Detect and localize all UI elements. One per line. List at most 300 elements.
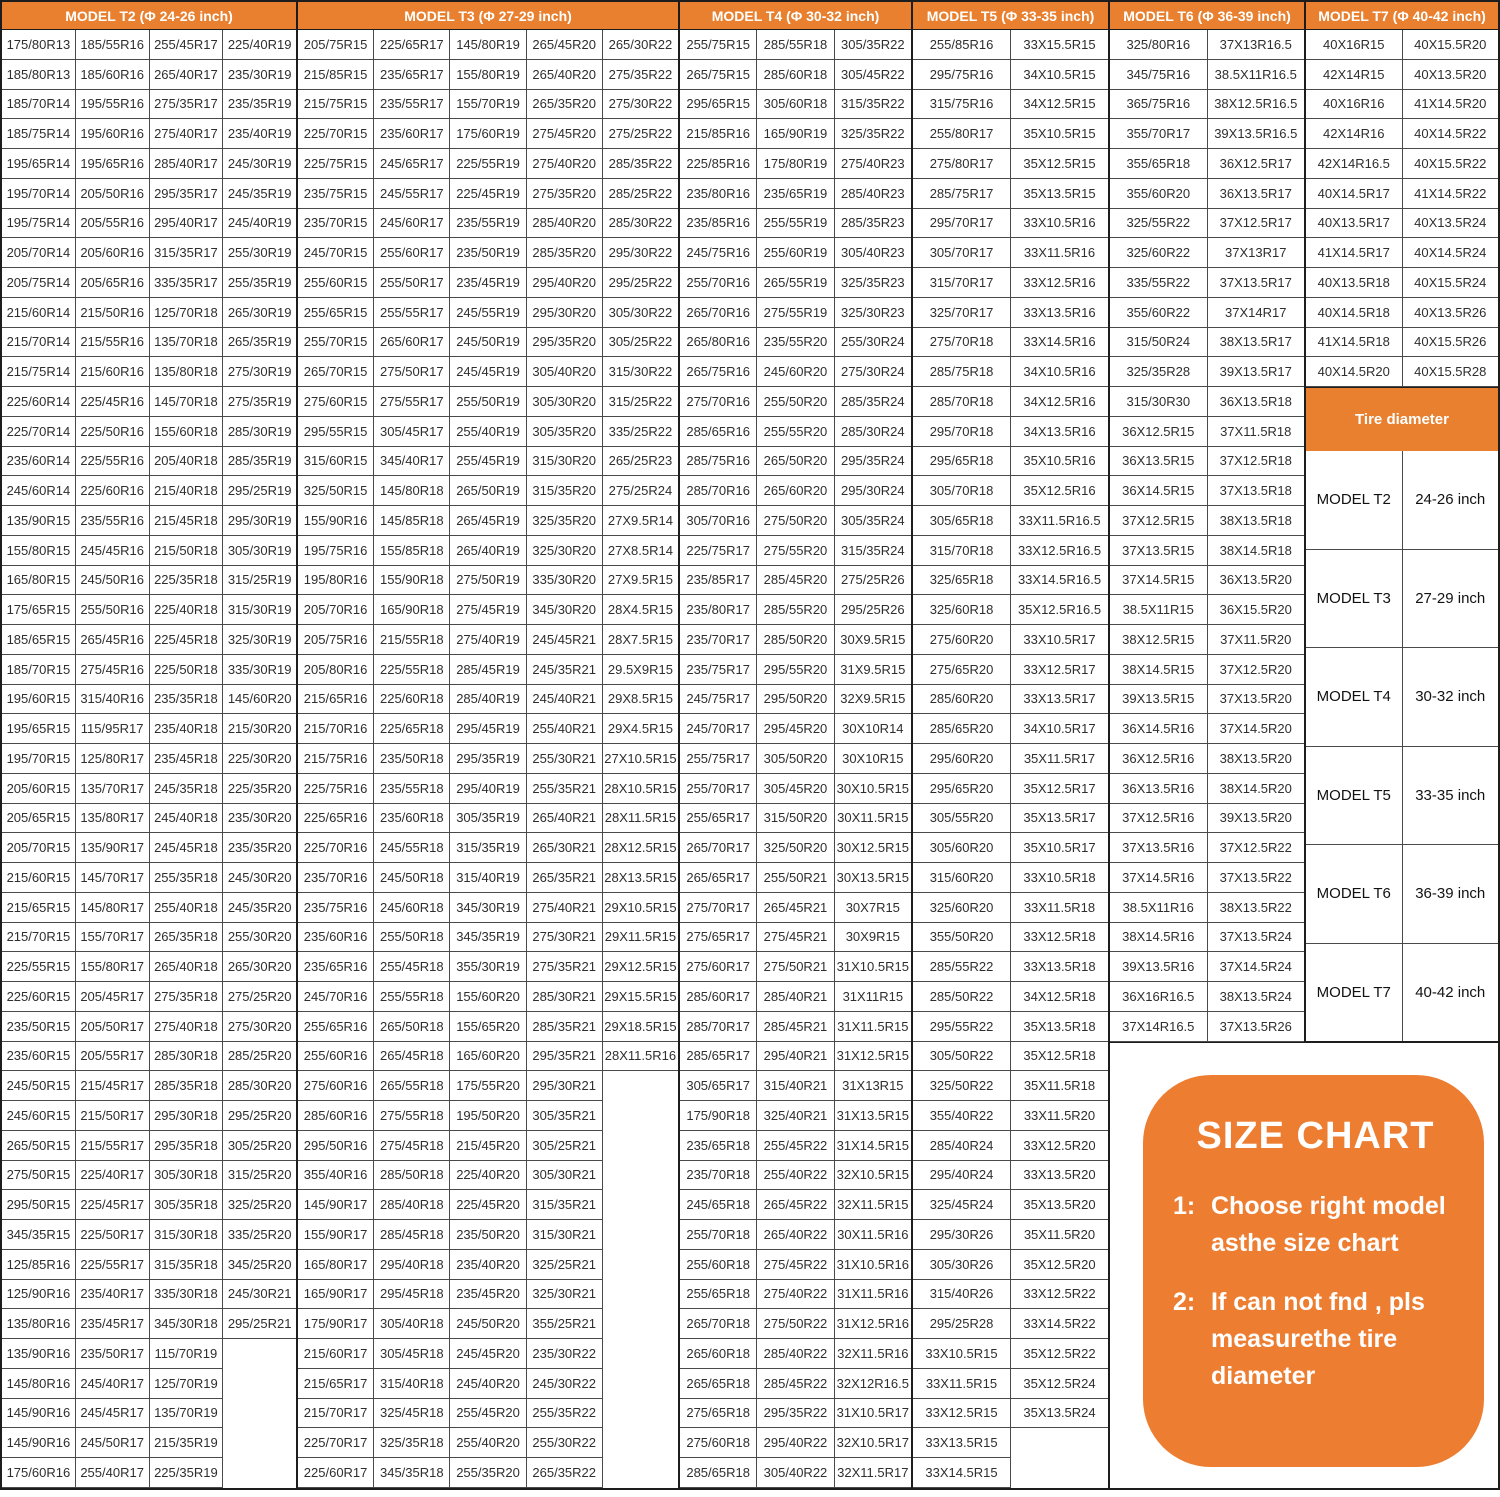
size-cell: 305/30R20: [527, 387, 602, 417]
size-cell: 34X12.5R16: [1011, 387, 1108, 417]
size-cell: 225/65R18: [374, 714, 449, 744]
size-cell: 255/55R18: [374, 982, 449, 1012]
size-cell: 37X12.5R16: [1110, 804, 1207, 834]
size-cell: 29X8.5R15: [603, 685, 678, 715]
size-cell: 35X13.5R17: [1011, 804, 1108, 834]
size-cell: 295/55R20: [757, 655, 833, 685]
size-cell: 40X14.5R17: [1306, 179, 1402, 209]
size-cell: 215/70R14: [2, 328, 75, 358]
size-cell: 37X14.5R20: [1208, 714, 1305, 744]
size-cell: 305/45R18: [374, 1339, 449, 1369]
size-cell: 315/30R19: [223, 595, 296, 625]
size-cell: 235/40R20: [450, 1250, 525, 1280]
size-cell: 325/30R20: [527, 536, 602, 566]
size-cell: 275/55R19: [757, 298, 833, 328]
size-cell: 325/25R21: [527, 1250, 602, 1280]
size-cell: 37X13.5R20: [1208, 685, 1305, 715]
model-t5-column-1: [913, 30, 1010, 1488]
size-cell: 205/70R16: [298, 595, 373, 625]
size-cell: 40X16R15: [1306, 30, 1402, 60]
size-cell: 40X13.5R20: [1403, 60, 1499, 90]
size-cell: 325/45R24: [913, 1190, 1010, 1220]
size-cell: 275/65R17: [680, 923, 756, 953]
size-cell: 235/70R18: [680, 1161, 756, 1191]
size-cell: 29X18.5R15: [603, 1012, 678, 1042]
size-cell: 225/55R17: [76, 1250, 149, 1280]
size-cell: 30X10R15: [835, 744, 911, 774]
size-cell: 255/35R19: [223, 268, 296, 298]
size-cell: 32X10.5R15: [835, 1161, 911, 1191]
model-t5-columns: [913, 30, 1108, 1488]
size-cell: 285/65R18: [680, 1458, 756, 1488]
size-cell: 325/50R20: [757, 833, 833, 863]
size-cell: 285/35R20: [527, 238, 602, 268]
size-cell: 315/40R18: [374, 1369, 449, 1399]
size-cell: 30X12.5R15: [835, 833, 911, 863]
size-cell: 255/40R18: [150, 893, 223, 923]
size-cell: 235/85R17: [680, 566, 756, 596]
size-cell: 285/60R18: [757, 60, 833, 90]
size-cell: 295/35R17: [150, 179, 223, 209]
size-cell: 295/65R18: [913, 447, 1010, 477]
size-cell: 135/70R17: [76, 774, 149, 804]
size-cell: 265/50R19: [450, 476, 525, 506]
size-cell: 215/75R14: [2, 357, 75, 387]
size-cell: 285/35R24: [835, 387, 911, 417]
size-cell: 255/40R22: [757, 1161, 833, 1191]
size-cell: 275/40R22: [757, 1280, 833, 1310]
size-chart-title: SIZE CHART: [1196, 1115, 1435, 1157]
size-cell: 245/30R19: [223, 149, 296, 179]
size-cell: 35X13.5R20: [1011, 1190, 1108, 1220]
size-cell: 285/75R18: [913, 357, 1010, 387]
size-cell: 37X13.5R18: [1208, 476, 1305, 506]
size-cell: 285/50R20: [757, 625, 833, 655]
size-cell: 41X14.5R22: [1403, 179, 1499, 209]
size-cell: 38X13.5R17: [1208, 328, 1305, 358]
size-cell: 245/35R19: [223, 179, 296, 209]
size-cell: 325/40R21: [757, 1101, 833, 1131]
size-cell: 225/50R16: [76, 417, 149, 447]
size-cell: 125/70R19: [150, 1369, 223, 1399]
size-cell: 36X13.5R15: [1110, 447, 1207, 477]
size-cell: 305/35R20: [527, 417, 602, 447]
size-cell: 145/60R20: [223, 685, 296, 715]
size-cell: 31X10.5R16: [835, 1250, 911, 1280]
size-cell: 40X15.5R26: [1403, 328, 1499, 358]
size-cell: 38.5X11R15: [1110, 595, 1207, 625]
size-cell: 155/90R17: [298, 1220, 373, 1250]
size-cell: 325/60R18: [913, 595, 1010, 625]
tire-diameter-legend: [1306, 451, 1498, 1041]
size-cell: 225/45R16: [76, 387, 149, 417]
size-cell: 355/60R22: [1110, 298, 1207, 328]
size-cell: 275/50R15: [2, 1161, 75, 1191]
size-cell: 265/70R17: [680, 833, 756, 863]
size-cell: 245/50R17: [76, 1428, 149, 1458]
size-cell: 235/45R18: [150, 744, 223, 774]
size-cell: 135/80R18: [150, 357, 223, 387]
size-cell: 245/35R18: [150, 774, 223, 804]
size-cell: 215/85R16: [680, 119, 756, 149]
size-cell: 32X10.5R17: [835, 1428, 911, 1458]
size-cell: 165/80R15: [2, 566, 75, 596]
size-cell: 245/60R15: [2, 1101, 75, 1131]
size-cell: 28X11.5R15: [603, 804, 678, 834]
legend-row-model-t6: [1306, 844, 1498, 943]
size-cell: 37X12.5R15: [1110, 506, 1207, 536]
model-t4-header: MODEL T4 (Φ 30-32 inch): [680, 2, 911, 30]
size-cell: 265/75R15: [680, 60, 756, 90]
size-cell: 33X12.5R20: [1011, 1131, 1108, 1161]
size-cell: 265/65R18: [680, 1369, 756, 1399]
size-cell: 245/50R20: [450, 1309, 525, 1339]
size-cell: 33X13.5R18: [1011, 952, 1108, 982]
size-cell: 40X14.5R22: [1403, 119, 1499, 149]
size-cell: 315/40R21: [757, 1071, 833, 1101]
size-cell: 33X12.5R17: [1011, 655, 1108, 685]
size-cell: 215/50R18: [150, 536, 223, 566]
note-item-2: [1173, 1284, 1458, 1395]
size-cell: 265/35R19: [223, 328, 296, 358]
size-cell: 275/40R18: [150, 1012, 223, 1042]
size-cell: 225/70R15: [298, 119, 373, 149]
size-cell: 245/40R21: [527, 685, 602, 715]
size-cell: 40X14.5R20: [1306, 357, 1402, 387]
size-cell: 32X9.5R15: [835, 685, 911, 715]
note-item-1: [1173, 1188, 1458, 1262]
size-cell: 325/35R22: [835, 119, 911, 149]
size-cell: 40X15.5R24: [1403, 268, 1499, 298]
size-cell: 29X11.5R15: [603, 923, 678, 953]
size-cell: 305/30R18: [150, 1161, 223, 1191]
size-cell: 285/45R18: [374, 1220, 449, 1250]
size-cell: 235/55R18: [374, 774, 449, 804]
size-cell: 34X10.5R17: [1011, 714, 1108, 744]
size-cell: 36X16R16.5: [1110, 982, 1207, 1012]
size-cell: 285/35R19: [223, 447, 296, 477]
size-cell: 235/60R14: [2, 447, 75, 477]
size-cell: 245/70R15: [298, 238, 373, 268]
size-cell: 205/70R15: [2, 833, 75, 863]
size-cell: 225/35R20: [223, 774, 296, 804]
size-cell: 315/30R21: [527, 1220, 602, 1250]
size-cell: 215/65R16: [298, 685, 373, 715]
size-cell: 295/35R21: [527, 1042, 602, 1072]
size-cell: 135/90R17: [76, 833, 149, 863]
size-cell: 305/70R18: [913, 476, 1010, 506]
size-cell: 215/70R15: [2, 923, 75, 953]
legend-diameter-range: 40-42 inch: [1402, 944, 1499, 1042]
size-cell: 295/65R15: [680, 90, 756, 120]
size-cell: 235/50R20: [450, 1220, 525, 1250]
size-cell: 315/30R18: [150, 1220, 223, 1250]
size-cell: 195/60R16: [76, 119, 149, 149]
size-cell: 225/40R20: [450, 1161, 525, 1191]
size-cell: 245/60R18: [374, 893, 449, 923]
size-cell: 31X13R15: [835, 1071, 911, 1101]
size-cell: 265/35R20: [527, 90, 602, 120]
legend-model-label: MODEL T2: [1316, 491, 1391, 509]
size-cell: 33X12.5R22: [1011, 1280, 1108, 1310]
size-cell: 295/50R20: [757, 685, 833, 715]
size-cell: 31X9.5R15: [835, 655, 911, 685]
size-cell: 275/25R26: [835, 566, 911, 596]
size-cell: 175/55R20: [450, 1071, 525, 1101]
size-cell: 29.5X9R15: [603, 655, 678, 685]
size-cell: 235/70R15: [298, 209, 373, 239]
size-cell: 275/35R17: [150, 90, 223, 120]
size-cell: 295/35R19: [450, 744, 525, 774]
size-cell: 265/40R17: [150, 60, 223, 90]
size-cell: 34X10.5R16: [1011, 357, 1108, 387]
size-cell: 225/75R16: [298, 774, 373, 804]
model-t2-header: MODEL T2 (Φ 24-26 inch): [2, 2, 296, 30]
size-cell: 185/55R16: [76, 30, 149, 60]
size-cell: 205/65R15: [2, 804, 75, 834]
size-cell: 275/70R18: [913, 328, 1010, 358]
size-cell: 185/65R15: [2, 625, 75, 655]
size-cell: 275/35R20: [527, 179, 602, 209]
size-cell: 255/70R17: [680, 774, 756, 804]
size-cell: 37X13.5R22: [1208, 863, 1305, 893]
model-t3-column-3: [449, 30, 525, 1488]
size-cell: 255/35R20: [450, 1458, 525, 1488]
size-cell: 37X11.5R18: [1208, 417, 1305, 447]
size-cell: 225/50R17: [76, 1220, 149, 1250]
model-t6-column-1: [1110, 30, 1207, 1042]
size-cell: 345/25R20: [223, 1250, 296, 1280]
size-cell: 295/55R22: [913, 1012, 1010, 1042]
size-cell: 355/65R18: [1110, 149, 1207, 179]
size-cell: 33X14.5R16.5: [1011, 566, 1108, 596]
size-cell: 40X15.5R20: [1403, 30, 1499, 60]
size-cell: 285/60R17: [680, 982, 756, 1012]
size-cell: 38X14.5R20: [1208, 774, 1305, 804]
size-cell: 31X13.5R15: [835, 1101, 911, 1131]
size-cell: 255/50R21: [757, 863, 833, 893]
size-cell: 215/45R17: [76, 1071, 149, 1101]
size-cell: 275/45R20: [527, 119, 602, 149]
size-cell: 155/70R19: [450, 90, 525, 120]
size-cell: 37X13R16.5: [1208, 30, 1305, 60]
size-cell: 285/30R22: [603, 209, 678, 239]
size-cell: 39X13.5R20: [1208, 804, 1305, 834]
size-cell: 335/30R19: [223, 655, 296, 685]
size-cell: 295/35R22: [757, 1399, 833, 1429]
size-cell: 285/55R20: [757, 595, 833, 625]
size-cell: 265/75R16: [680, 357, 756, 387]
size-cell: 235/35R20: [223, 833, 296, 863]
size-cell: 32X12R16.5: [835, 1369, 911, 1399]
size-cell: 37X14R17: [1208, 298, 1305, 328]
size-cell: 31X10.5R15: [835, 952, 911, 982]
legend-row-model-t7: [1306, 943, 1498, 1042]
size-cell: 295/30R18: [150, 1101, 223, 1131]
size-cell: 40X15.5R28: [1403, 357, 1499, 387]
size-cell: 345/30R19: [450, 893, 525, 923]
size-cell: 265/45R18: [374, 1042, 449, 1072]
size-cell: 175/90R18: [680, 1101, 756, 1131]
size-cell: 275/70R17: [680, 893, 756, 923]
size-cell: 295/70R18: [913, 417, 1010, 447]
size-cell: 40X14.5R24: [1403, 238, 1499, 268]
size-cell: 28X7.5R15: [603, 625, 678, 655]
size-cell: 275/45R18: [374, 1131, 449, 1161]
size-cell: 255/30R20: [223, 923, 296, 953]
size-cell: 225/55R15: [2, 952, 75, 982]
size-cell: 335/55R22: [1110, 268, 1207, 298]
size-cell: 33X10.5R15: [913, 1339, 1010, 1369]
size-cell: 38X14.5R15: [1110, 655, 1207, 685]
size-cell: 295/40R21: [757, 1042, 833, 1072]
size-cell: 295/25R26: [835, 595, 911, 625]
size-cell: 40X13.5R17: [1306, 209, 1402, 239]
size-cell: 35X12.5R15: [1011, 149, 1108, 179]
size-cell: 305/35R24: [835, 506, 911, 536]
size-cell: 325/55R22: [1110, 209, 1207, 239]
size-cell: 315/35R21: [527, 1190, 602, 1220]
size-cell: 275/60R20: [913, 625, 1010, 655]
size-cell: 315/75R16: [913, 90, 1010, 120]
size-cell: 225/45R19: [450, 179, 525, 209]
size-cell: 30X10R14: [835, 714, 911, 744]
size-cell: 255/30R22: [527, 1428, 602, 1458]
size-cell: 37X13.5R26: [1208, 1012, 1305, 1042]
size-cell: 275/60R18: [680, 1428, 756, 1458]
size-cell: 165/90R17: [298, 1280, 373, 1310]
size-cell: 265/30R22: [603, 30, 678, 60]
size-cell: 265/70R18: [680, 1309, 756, 1339]
size-cell: 265/45R16: [76, 625, 149, 655]
model-t2-column-1: [2, 30, 75, 1488]
size-cell: 215/40R18: [150, 476, 223, 506]
size-cell: 285/35R21: [527, 1012, 602, 1042]
size-cell: 305/65R17: [680, 1071, 756, 1101]
size-cell: 255/45R19: [450, 447, 525, 477]
size-cell: 315/35R20: [527, 476, 602, 506]
size-cell: 285/35R22: [603, 149, 678, 179]
size-cell: 235/70R16: [298, 863, 373, 893]
size-cell: 285/40R17: [150, 149, 223, 179]
size-cell: 255/40R19: [450, 417, 525, 447]
size-cell: 175/60R16: [2, 1458, 75, 1488]
size-cell: 245/45R16: [76, 536, 149, 566]
size-cell: 305/50R22: [913, 1042, 1010, 1072]
size-cell: 275/40R19: [450, 625, 525, 655]
size-cell: 275/35R22: [603, 60, 678, 90]
size-cell: 295/25R19: [223, 476, 296, 506]
size-cell: 275/40R21: [527, 893, 602, 923]
size-cell: 305/60R20: [913, 833, 1010, 863]
size-cell: 265/40R20: [527, 60, 602, 90]
size-cell: 37X13.5R17: [1208, 268, 1305, 298]
size-cell: 295/40R19: [450, 774, 525, 804]
size-cell: 285/35R18: [150, 1071, 223, 1101]
size-cell: 37X14.5R24: [1208, 952, 1305, 982]
size-cell: 175/80R19: [757, 149, 833, 179]
size-cell: 215/60R17: [298, 1339, 373, 1369]
size-cell: 38X13.5R18: [1208, 506, 1305, 536]
size-cell: 175/60R19: [450, 119, 525, 149]
size-cell: 255/40R21: [527, 714, 602, 744]
size-cell: 115/70R19: [150, 1339, 223, 1369]
size-cell: 28X13.5R15: [603, 863, 678, 893]
size-cell: 315/35R24: [835, 536, 911, 566]
model-t6-header: MODEL T6 (Φ 36-39 inch): [1110, 2, 1304, 30]
size-cell: 245/30R21: [223, 1280, 296, 1310]
size-cell: 285/40R19: [450, 685, 525, 715]
size-cell: 295/45R20: [757, 714, 833, 744]
model-t4-section: [680, 2, 913, 1488]
size-cell: 31X11R15: [835, 982, 911, 1012]
size-cell: 37X13.5R24: [1208, 923, 1305, 953]
model-t2-column-4: [222, 30, 296, 1488]
size-cell: 35X12.5R20: [1011, 1250, 1108, 1280]
size-cell: 325/50R22: [913, 1071, 1010, 1101]
size-cell: 295/30R22: [603, 238, 678, 268]
size-cell: 295/70R17: [913, 209, 1010, 239]
size-cell: 35X10.5R15: [1011, 119, 1108, 149]
size-cell: 295/25R22: [603, 268, 678, 298]
size-cell: 235/75R17: [680, 655, 756, 685]
size-cell: 315/35R22: [835, 90, 911, 120]
legend-model-label: MODEL T3: [1316, 589, 1391, 607]
size-cell: 235/80R16: [680, 179, 756, 209]
size-cell: 31X11.5R16: [835, 1280, 911, 1310]
size-cell: 255/70R18: [680, 1220, 756, 1250]
size-cell: 225/55R16: [76, 447, 149, 477]
size-cell: 315/30R30: [1110, 387, 1207, 417]
note-item-1-text: Choose right model asthe size chart: [1211, 1192, 1446, 1257]
size-cell: 275/65R20: [913, 655, 1010, 685]
size-cell: 245/75R16: [680, 238, 756, 268]
size-cell: 255/45R18: [374, 952, 449, 982]
size-cell: 225/75R15: [298, 149, 373, 179]
size-cell: 275/45R16: [76, 655, 149, 685]
size-cell: 355/50R20: [913, 923, 1010, 953]
size-cell: 40X16R16: [1306, 90, 1402, 120]
size-cell: 275/50R20: [757, 506, 833, 536]
model-t4-column-2: [756, 30, 833, 1488]
size-cell: 355/25R21: [527, 1309, 602, 1339]
size-cell: 205/75R14: [2, 268, 75, 298]
size-cell: 305/30R21: [527, 1161, 602, 1191]
size-cell: 155/65R20: [450, 1012, 525, 1042]
size-chart-note-box: [1143, 1075, 1484, 1467]
note-item-2-text: If can not fnd , pls measurethe tire diameter: [1211, 1288, 1425, 1390]
note-item-1-number: 1:: [1173, 1192, 1196, 1220]
size-cell: 135/90R16: [2, 1339, 75, 1369]
size-cell: 215/65R17: [298, 1369, 373, 1399]
size-cell: 185/70R15: [2, 655, 75, 685]
size-cell: 295/50R15: [2, 1190, 75, 1220]
size-cell: 33X13.5R17: [1011, 685, 1108, 715]
size-cell: 255/65R15: [298, 298, 373, 328]
size-cell: 285/70R17: [680, 1012, 756, 1042]
size-cell: 295/25R20: [223, 1101, 296, 1131]
size-cell: 345/30R18: [150, 1309, 223, 1339]
size-cell: 335/25R22: [603, 417, 678, 447]
size-cell: 285/25R22: [603, 179, 678, 209]
size-cell: 155/80R17: [76, 952, 149, 982]
size-cell: 235/50R17: [76, 1339, 149, 1369]
size-cell: 255/50R19: [450, 387, 525, 417]
size-cell: 245/50R16: [76, 566, 149, 596]
size-cell: 40X14.5R18: [1306, 298, 1402, 328]
model-t4-column-3: [834, 30, 911, 1488]
size-cell: 315/40R19: [450, 863, 525, 893]
